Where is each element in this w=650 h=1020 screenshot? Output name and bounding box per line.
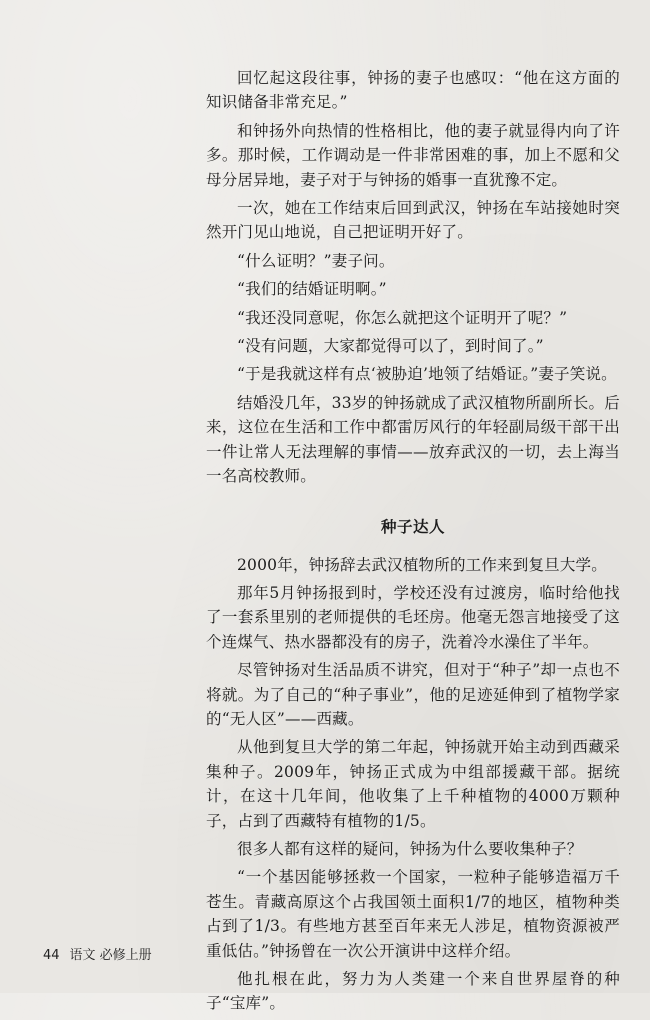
paragraph: 从他到复旦大学的第二年起，钟扬就开始主动到西藏采集种子。2009年，钟扬正式成为中组部援藏干部。据统计，在这十几年间，他收集了上千种植物的4000万颗种子，占到了西藏特有植物的1/5。 bbox=[206, 738, 620, 830]
page-footer bbox=[43, 944, 152, 963]
article-body bbox=[206, 66, 620, 1020]
paragraph: 那年5月钟扬报到时，学校还没有过渡房，临时给他找了一套系里别的老师提供的毛坯房。他毫无怨言地接受了这个连煤气、热水器都没有的房子，洗着冷水澡住了半年。 bbox=[206, 583, 620, 651]
paragraph: 回忆起这段往事，钟扬的妻子也感叹：“他在这方面的知识储备非常充足。” bbox=[206, 69, 620, 112]
book-title: 语文 必修上册 bbox=[69, 948, 152, 963]
page-number: 44 bbox=[43, 948, 60, 963]
paragraph: 和钟扬外向热情的性格相比，他的妻子就显得内向了许多。那时候，工作调动是一件非常困难的事，加上不愿和父母分居异地，妻子对于与钟扬的婚事一直犹豫不定。 bbox=[206, 121, 620, 189]
paragraph: “我们的结婚证明啊。” bbox=[237, 280, 387, 299]
paragraph: 2000年，钟扬辞去武汉植物所的工作来到复旦大学。 bbox=[237, 555, 607, 574]
paragraph: “我还没同意呢，你怎么就把这个证明开了呢？” bbox=[237, 308, 568, 327]
paragraph: “没有问题，大家都觉得可以了，到时间了。” bbox=[237, 337, 544, 356]
paragraph: 结婚没几年，33岁的钟扬就成了武汉植物所副所长。后来，这位在生活和工作中都雷厉风行的年轻副局级干部干出一件让常人无法理解的事情——放弃武汉的一切，去上海当一名高校教师。 bbox=[206, 393, 620, 486]
paragraph: 一次，她在工作结束后回到武汉，钟扬在车站接她时突然开门见山地说，自己把证明开好了。 bbox=[206, 199, 620, 242]
paragraph: 尽管钟扬对生活品质不讲究，但对于“种子”却一点也不将就。为了自己的“种子事业”，他的足迹延伸到了植物学家的“无人区”——西藏。 bbox=[206, 661, 620, 728]
section-heading: 种子达人 bbox=[380, 517, 445, 536]
paragraph: “什么证明？”妻子问。 bbox=[237, 251, 395, 270]
paragraph: 很多人都有这样的疑问，钟扬为什么要收集种子？ bbox=[237, 839, 583, 858]
paragraph: 他扎根在此，努力为人类建一个来自世界屋脊的种子“宝库”。 bbox=[206, 970, 620, 1013]
paragraph: “一个基因能够拯救一个国家，一粒种子能够造福万千苍生。青藏高原这个占我国领土面积1/7的地区，植物种类占到了1/3。有些地方甚至百年来无人涉足，植物资源被严重低估。”钟扬曾在一次公开演讲中这样介绍。 bbox=[206, 868, 620, 960]
paragraph: “于是我就这样有点‘被胁迫’地领了结婚证。”妻子笑说。 bbox=[237, 365, 617, 384]
